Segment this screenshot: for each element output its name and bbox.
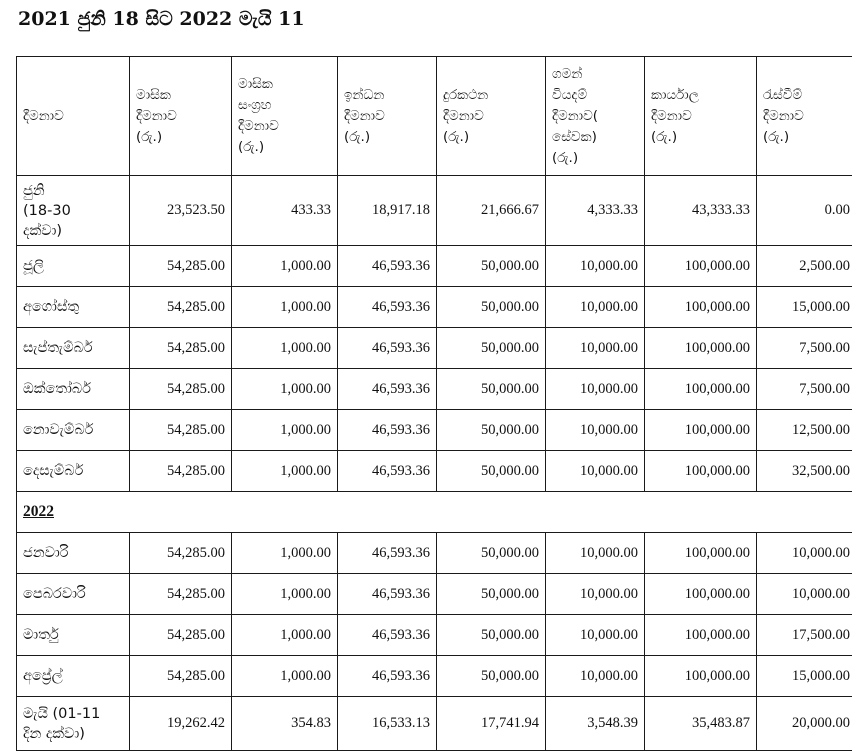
header-row [17,57,852,176]
column-header-line: දීමනාව [651,106,750,127]
amount-cell: 100,000.00 [645,451,757,492]
amount-cell: 10,000.00 [546,533,645,574]
column-header-line: දීමනාව [238,116,331,137]
amount-cell: 1,000.00 [232,246,338,287]
amount-cell: 12,500.00 [757,410,852,451]
amount-cell: 20,000.00 [757,697,852,751]
amount-cell: 100,000.00 [645,615,757,656]
amount-cell: 54,285.00 [130,533,232,574]
month-label [17,328,130,369]
table-row [17,246,852,287]
amount-cell: 54,285.00 [130,656,232,697]
month-label-line: දක්වා) [23,221,123,241]
amount-cell: 46,593.36 [338,246,437,287]
column-header-line: මාසික [238,74,331,95]
amount-cell: 35,483.87 [645,697,757,751]
column-header-line: දීමනාව [763,106,850,127]
amount-cell: 10,000.00 [546,369,645,410]
amount-cell: 54,285.00 [130,328,232,369]
year-label: 2022 [17,492,852,533]
amount-cell: 7,500.00 [757,369,852,410]
amount-cell: 50,000.00 [437,656,546,697]
month-label [17,369,130,410]
amount-cell: 46,593.36 [338,656,437,697]
table-row [17,615,852,656]
month-label [17,697,130,751]
column-header-line: මාසික [136,85,225,106]
amount-cell: 1,000.00 [232,533,338,574]
column-header-line: (රු.) [136,127,225,148]
amount-cell: 54,285.00 [130,451,232,492]
month-label [17,451,130,492]
amount-cell: 100,000.00 [645,287,757,328]
amount-cell: 10,000.00 [546,574,645,615]
amount-cell: 1,000.00 [232,369,338,410]
table-row [17,328,852,369]
column-header-line: (රු.) [238,137,331,158]
month-label-line: දින දක්වා) [23,724,123,744]
month-label-line: ජුනි [23,181,123,201]
column-header-line: සේවක) [552,127,638,148]
amount-cell: 10,000.00 [546,451,645,492]
amount-cell: 100,000.00 [645,410,757,451]
column-header-line: දීමනාව [344,106,430,127]
month-label-line: ජූලි [23,258,123,274]
column-header-line: (රු.) [344,127,430,148]
page-title: 2021 ජුනි 18 සිට 2022 මැයි 11 [18,8,305,30]
amount-cell: 23,523.50 [130,176,232,246]
amount-cell: 54,285.00 [130,410,232,451]
amount-cell: 1,000.00 [232,615,338,656]
month-label [17,246,130,287]
amount-cell: 1,000.00 [232,656,338,697]
amount-cell: 17,741.94 [437,697,546,751]
table-row [17,656,852,697]
month-label [17,656,130,697]
amount-cell: 46,593.36 [338,533,437,574]
amount-cell: 10,000.00 [546,410,645,451]
amount-cell: 46,593.36 [338,451,437,492]
month-label-line: සැප්තැම්බර් [23,340,123,356]
month-label-line: මැයි (01-11 [23,704,123,724]
amount-cell: 54,285.00 [130,287,232,328]
amount-cell: 19,262.42 [130,697,232,751]
amount-cell: 54,285.00 [130,246,232,287]
column-header [338,57,437,176]
table-body [17,176,852,751]
amount-cell: 50,000.00 [437,533,546,574]
amount-cell: 100,000.00 [645,574,757,615]
amount-cell: 2,500.00 [757,246,852,287]
allowance-table [16,56,852,751]
table-row [17,451,852,492]
amount-cell: 32,500.00 [757,451,852,492]
table-row [17,574,852,615]
amount-cell: 7,500.00 [757,328,852,369]
amount-cell: 433.33 [232,176,338,246]
amount-cell: 46,593.36 [338,574,437,615]
column-header [645,57,757,176]
amount-cell: 46,593.36 [338,615,437,656]
amount-cell: 21,666.67 [437,176,546,246]
amount-cell: 54,285.00 [130,574,232,615]
amount-cell: 18,917.18 [338,176,437,246]
month-label [17,615,130,656]
column-header-line: සංග්‍රහ [238,95,331,116]
amount-cell: 1,000.00 [232,410,338,451]
column-header-line: කාර්යාල [651,85,750,106]
table-row [17,369,852,410]
table-row [17,410,852,451]
amount-cell: 4,333.33 [546,176,645,246]
month-label-line: පෙබරවාරි [23,586,123,602]
amount-cell: 1,000.00 [232,574,338,615]
amount-cell: 10,000.00 [546,615,645,656]
amount-cell: 43,333.33 [645,176,757,246]
column-header-line: (රු.) [651,127,750,148]
amount-cell: 10,000.00 [546,328,645,369]
amount-cell: 15,000.00 [757,656,852,697]
column-header-line: (රු.) [763,127,850,148]
column-header-line: දීමනාව [136,106,225,127]
column-header [546,57,645,176]
month-label-line: (18-30 [23,201,123,221]
amount-cell: 54,285.00 [130,369,232,410]
table-row [17,533,852,574]
month-label-line: ජනවාරි [23,545,123,561]
amount-cell: 46,593.36 [338,410,437,451]
amount-cell: 50,000.00 [437,615,546,656]
month-label [17,410,130,451]
month-label-line: මාර්තු [23,627,123,643]
month-label-line: ඔක්තෝබර් [23,381,123,397]
amount-cell: 50,000.00 [437,574,546,615]
column-header [232,57,338,176]
amount-cell: 100,000.00 [645,533,757,574]
column-header-line: රැස්වීම් [763,85,850,106]
month-label [17,287,130,328]
month-label [17,533,130,574]
year-row [17,492,852,533]
amount-cell: 10,000.00 [546,287,645,328]
amount-cell: 16,533.13 [338,697,437,751]
column-header [130,57,232,176]
amount-cell: 50,000.00 [437,451,546,492]
column-header-line: ඉන්ධන [344,85,430,106]
amount-cell: 1,000.00 [232,328,338,369]
column-header-line: දීමනාව [23,106,123,127]
column-header-line: වියදම් [552,85,638,106]
amount-cell: 50,000.00 [437,246,546,287]
amount-cell: 50,000.00 [437,328,546,369]
amount-cell: 10,000.00 [757,533,852,574]
amount-cell: 100,000.00 [645,656,757,697]
amount-cell: 1,000.00 [232,287,338,328]
column-header [17,57,130,176]
amount-cell: 100,000.00 [645,246,757,287]
amount-cell: 50,000.00 [437,369,546,410]
month-label-line: අගෝස්තු [23,299,123,315]
amount-cell: 50,000.00 [437,410,546,451]
amount-cell: 354.83 [232,697,338,751]
amount-cell: 46,593.36 [338,328,437,369]
amount-cell: 50,000.00 [437,287,546,328]
amount-cell: 0.00 [757,176,852,246]
column-header [757,57,852,176]
column-header-line: ගමන් [552,64,638,85]
column-header-line: දුරකථන [443,85,539,106]
amount-cell: 100,000.00 [645,369,757,410]
column-header-line: දීමනාව( [552,106,638,127]
amount-cell: 54,285.00 [130,615,232,656]
column-header-line: දීමනාව [443,106,539,127]
table-row [17,697,852,751]
month-label-line: අප්‍රේල් [23,668,123,684]
amount-cell: 10,000.00 [546,656,645,697]
amount-cell: 46,593.36 [338,369,437,410]
month-label-line: දෙසැම්බර් [23,463,123,479]
month-label [17,574,130,615]
amount-cell: 10,000.00 [757,574,852,615]
amount-cell: 15,000.00 [757,287,852,328]
table-row [17,176,852,246]
amount-cell: 10,000.00 [546,246,645,287]
column-header-line: (රු.) [443,127,539,148]
column-header [437,57,546,176]
amount-cell: 3,548.39 [546,697,645,751]
month-label [17,176,130,246]
amount-cell: 100,000.00 [645,328,757,369]
table-row [17,287,852,328]
amount-cell: 17,500.00 [757,615,852,656]
month-label-line: නොවැම්බර් [23,422,123,438]
amount-cell: 46,593.36 [338,287,437,328]
amount-cell: 1,000.00 [232,451,338,492]
column-header-line: (රු.) [552,148,638,169]
